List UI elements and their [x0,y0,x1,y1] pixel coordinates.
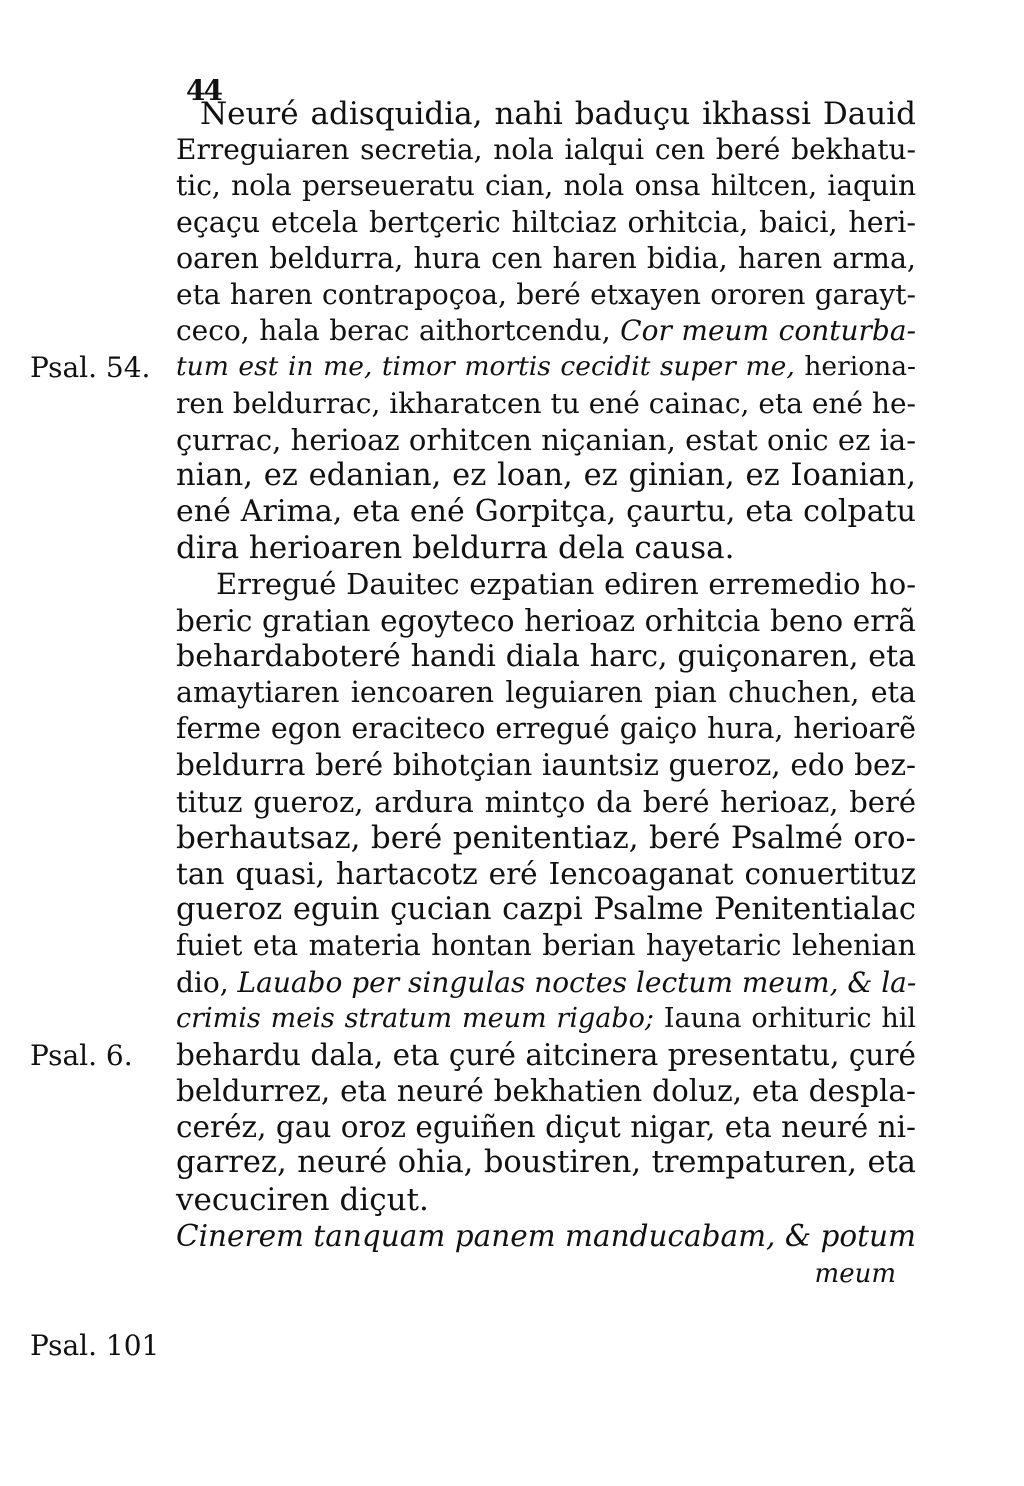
latin-quote: meum [814,1259,896,1289]
text-line [176,820,916,856]
text-segment: ceco, hala berac aithortcendu, [176,314,621,348]
text-line [176,675,916,711]
text-line [176,530,916,566]
margin-note-psalm: Psal. 54. [30,351,151,385]
text-line [176,422,916,458]
text-line [176,277,916,313]
text-segment: ené Arima, eta ené Gorpitça, çaurtu, eta colpatu [176,494,916,530]
text-line [176,1182,916,1218]
text-line [176,856,916,892]
text-segment: çurrac, herioaz orhitcen niçanian, estat onic ez ia- [176,422,916,457]
latin-quote: crimis meis stratum meum rigabo; [176,1002,654,1034]
text-line [176,603,916,639]
latin-quote: Cor meum conturba- [620,314,916,348]
text-segment: heriona- [794,351,917,383]
text-line [176,1145,916,1181]
text-line [176,928,916,964]
text-line [176,639,916,675]
text-segment: ren beldurrac, ikharatcen tu ené cainac, eta ené he- [176,386,916,420]
text-segment: oaren beldurra, hura cen haren bidia, haren arma, [176,241,916,275]
text-segment: Erregué Dauitec ezpatian ediren erremedio ho- [216,567,916,602]
page-number: 44 [186,74,221,107]
text-segment: behardu dala, eta çuré aitcinera presentatu, çuré [176,1037,916,1072]
text-segment: eçaçu etcela bertçeric hiltciaz orhitcia, baici, heri- [176,205,916,239]
text-segment: vecuciren diçut. [176,1181,429,1218]
text-line [176,1109,916,1145]
text-line [176,96,916,132]
margin-note-psalm: Psal. 6. [30,1039,133,1073]
latin-quote: Lauabo per singulas noctes lectum meum, & la- [237,965,917,999]
text-segment: amaytiaren iencoaren leguiaren pian chuchen, eta [176,676,916,709]
text-line [176,1037,916,1073]
text-segment: behardaboteré handi diala harc, guiçonaren, eta [176,638,916,674]
text-segment: tic, nola perseueratu cian, nola onsa hiltcen, iaquin [176,169,916,203]
body-text [176,96,916,1290]
text-segment: dira herioaren beldurra dela causa. [176,530,735,567]
text-line [176,349,916,385]
text-line [176,494,916,530]
text-line [176,1073,916,1109]
text-segment: nian, ez edanian, ez loan, ez ginian, ez Ioanian, [176,457,916,493]
text-line [176,892,916,928]
text-line [176,458,916,494]
text-segment: tan quasi, hartacotz eré Iencoaganat conuertituz [176,856,916,891]
text-line [176,965,916,1001]
text-line [176,711,916,747]
text-segment: Neuré adisquidia, nahi baduçu ikhassi Dauid [200,96,916,132]
text-segment: garrez, neuré ohia, boustiren, trempaturen, eta [176,1145,916,1181]
margin-note-psalm: Psal. 101 [30,1328,160,1362]
text-line [176,168,916,204]
text-segment: dio, [176,965,238,999]
text-segment: beric gratian egoyteco herioaz orhitcia beno errã [176,603,916,638]
text-line [176,1001,916,1037]
text-line [176,205,916,241]
text-segment: fuiet eta materia hontan berian hayetaric lehenian [176,929,916,963]
text-segment: tituz gueroz, ardura mintço da beré herioaz, beré [176,784,916,819]
text-segment: gueroz eguin çucian cazpi Psalme Penitentialac [176,892,916,928]
text-line [176,1254,916,1290]
text-line [176,241,916,277]
latin-quote: Cinerem tanquam panem manducabam, & potum [176,1218,916,1253]
text-segment: beldurrez, eta neuré bekhatien doluz, eta despla- [176,1074,916,1109]
text-line [176,313,916,349]
text-segment: Erreguiaren secretia, nola ialqui cen beré bekhatu- [176,133,916,167]
text-line [176,132,916,168]
text-line [176,784,916,820]
text-segment: berhautsaz, beré penitentiaz, beré Psalmé oro- [176,819,916,856]
text-line [176,1218,916,1254]
text-segment: ceréz, gau oroz eguiñen diçut nigar, eta neuré ni- [176,1110,916,1145]
text-line [176,747,916,783]
text-segment: Iauna orhituric hil [654,1002,916,1034]
text-segment: eta haren contrapoçoa, beré etxayen ororen garayt- [176,277,916,311]
text-segment: ferme egon eraciteco erregué gaiço hura, herioarẽ [176,712,916,746]
latin-quote: tum est in me, timor mortis cecidit super me, [176,351,795,383]
text-line [176,386,916,422]
text-line [176,566,916,602]
text-segment: beldurra beré bihotçian iauntsiz gueroz, edo bez- [176,748,916,783]
